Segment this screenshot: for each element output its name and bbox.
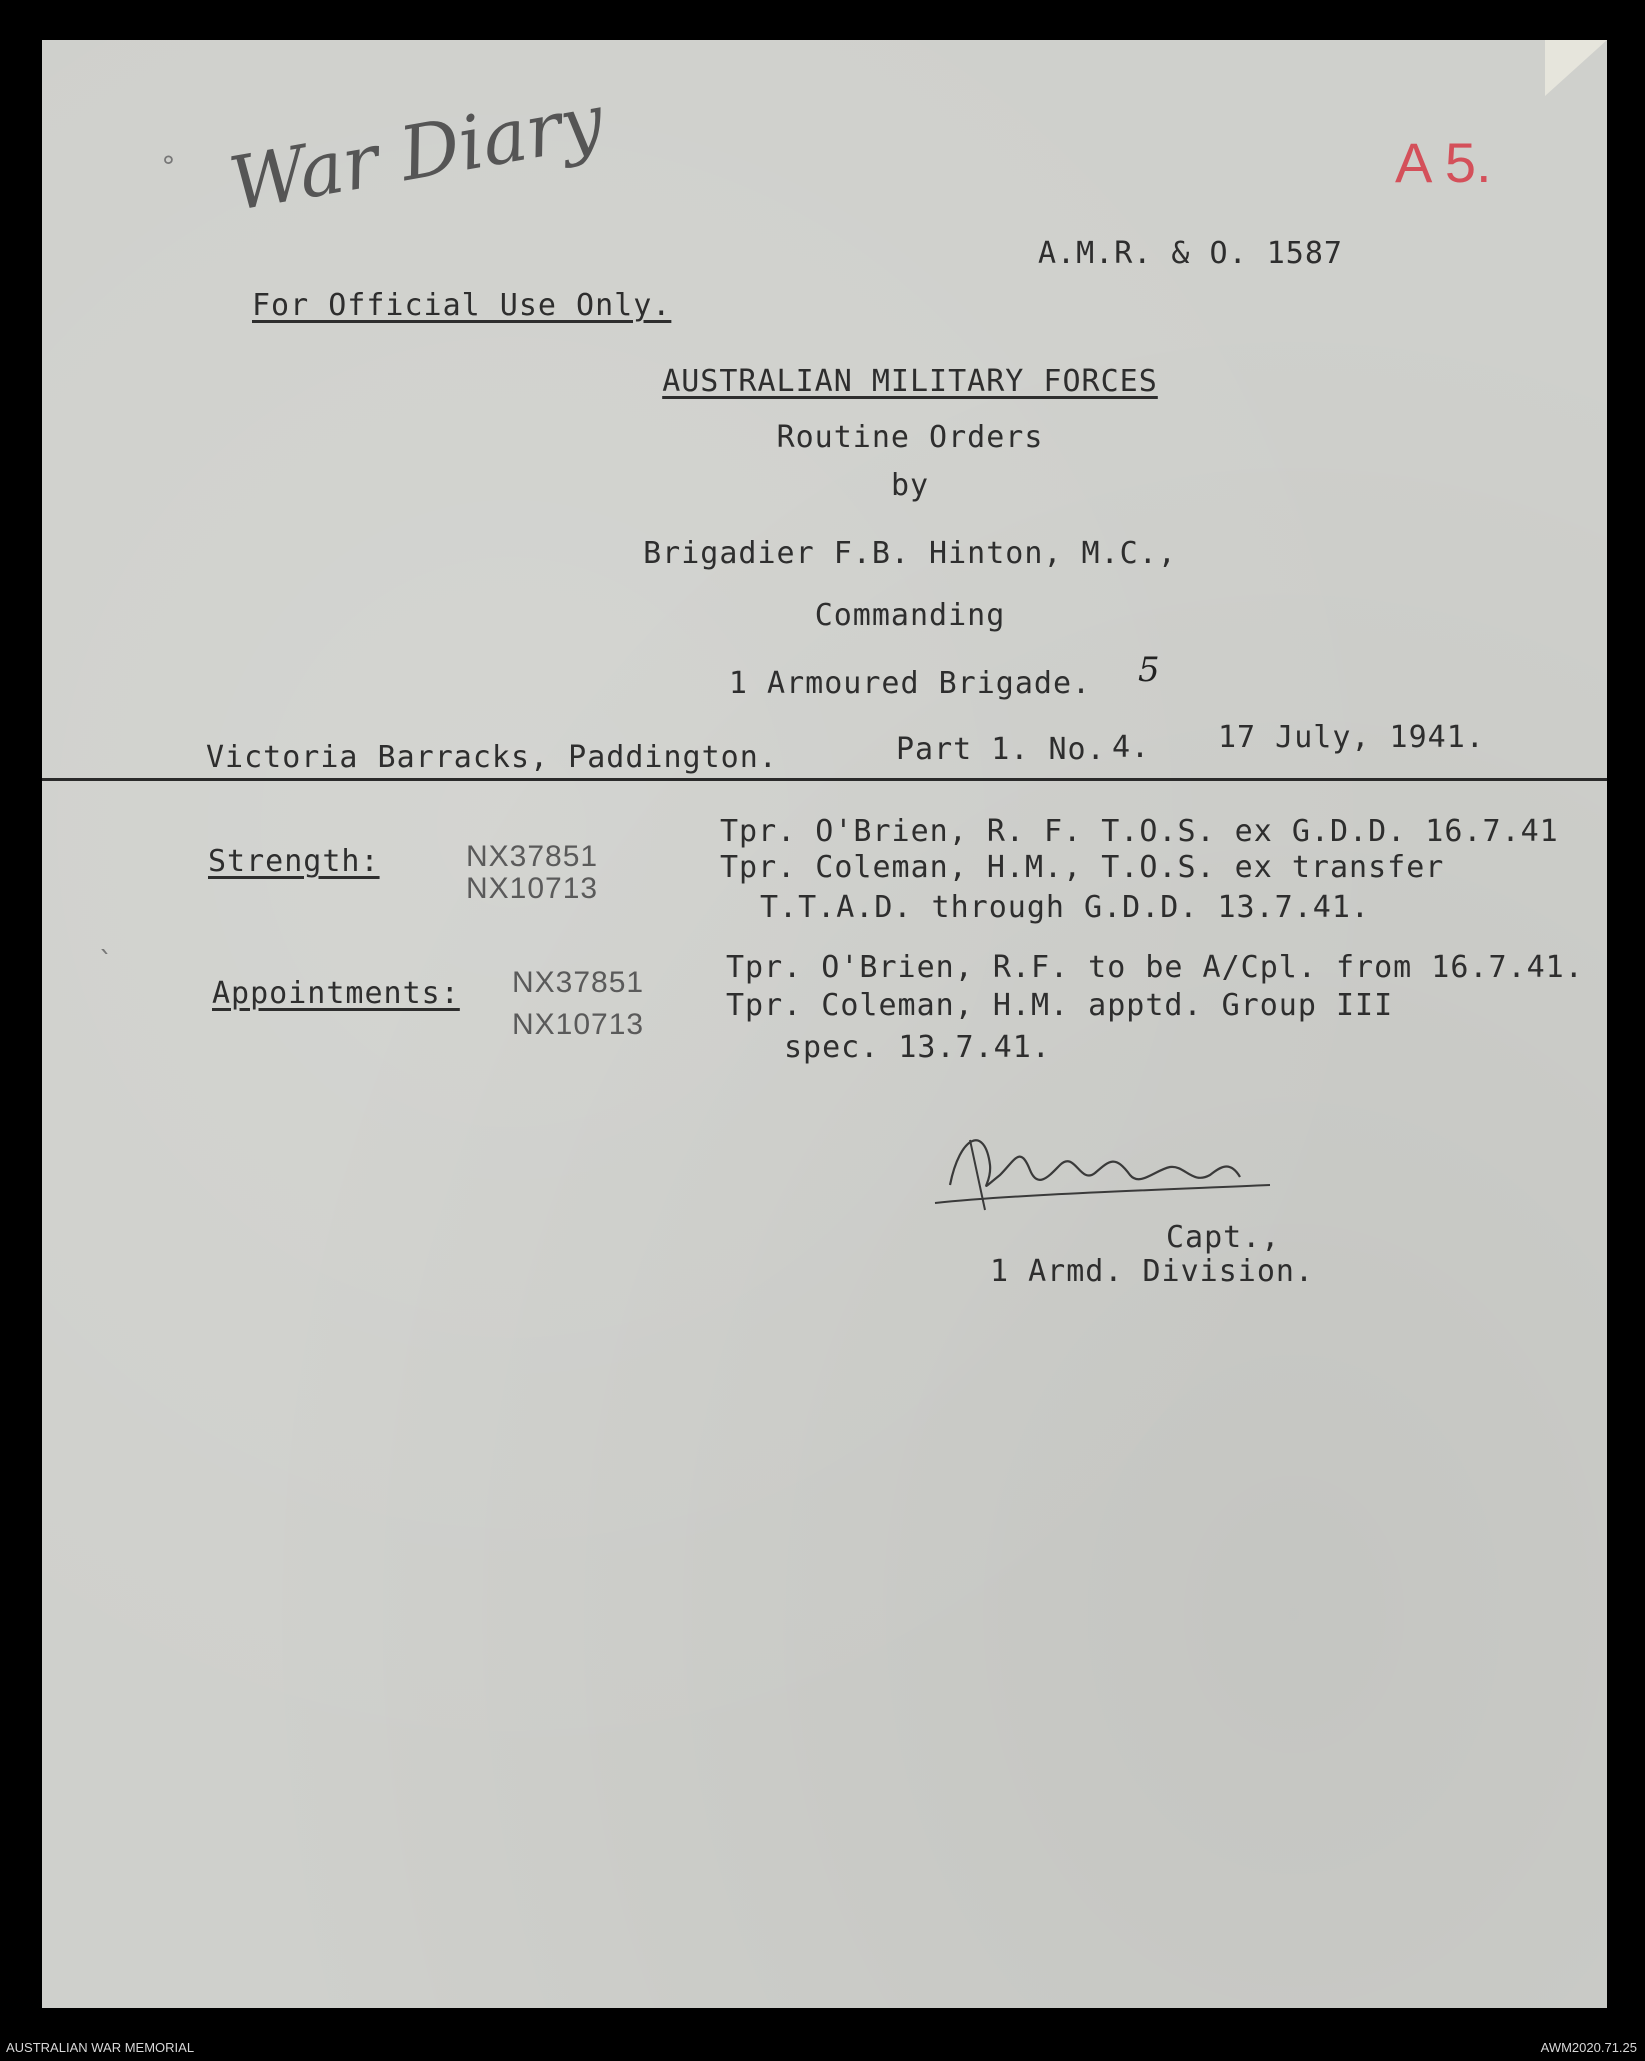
service-number: NX37851 <box>512 966 645 999</box>
dateline-rule <box>42 778 1607 781</box>
folded-corner <box>1545 40 1607 96</box>
signature-scribble <box>930 1115 1290 1225</box>
service-number: NX10713 <box>512 1008 645 1041</box>
pin-hole-icon: ° <box>160 150 177 183</box>
section-label-strength: Strength: <box>208 844 380 879</box>
heading-line: 1 Armoured Brigade. <box>728 666 1092 701</box>
entry-continuation: T.T.A.D. through G.D.D. 13.7.41. <box>760 890 1370 925</box>
section-label-appointments: Appointments: <box>212 976 460 1011</box>
folio-annotation: A 5. <box>1395 131 1492 194</box>
classification: For Official Use Only. <box>252 288 672 323</box>
organisation-heading: AUSTRALIAN MILITARY FORCES <box>662 364 1158 399</box>
reference-number: A.M.R. & O. 1587 <box>1038 236 1343 271</box>
heading-line: by <box>890 468 930 503</box>
heading-line: Brigadier F.B. Hinton, M.C., <box>643 536 1177 571</box>
signatory-rank: Capt., <box>1166 1220 1281 1255</box>
dateline-number: 4. <box>1112 730 1151 765</box>
entry-text: Tpr. Coleman, H.M., T.O.S. ex transfer <box>720 850 1445 885</box>
service-number: NX37851 <box>466 840 599 873</box>
dateline-part: Part 1. No. <box>896 732 1106 767</box>
heading-line: Commanding <box>814 598 1006 633</box>
entry-text: Tpr. O'Brien, R. F. T.O.S. ex G.D.D. 16.7.41 <box>720 814 1559 849</box>
entry-continuation: spec. 13.7.41. <box>784 1030 1051 1065</box>
number-correction-annotation: 5 <box>1138 650 1160 690</box>
pin-hole-icon: ˎ <box>96 920 113 953</box>
war-diary-annotation: War Diary <box>223 77 610 229</box>
dateline-location: Victoria Barracks, Paddington. <box>206 740 778 775</box>
signatory-unit: 1 Armd. Division. <box>990 1254 1315 1289</box>
entry-text: Tpr. O'Brien, R.F. to be A/Cpl. from 16.7.41. <box>726 950 1584 985</box>
service-number: NX10713 <box>466 872 599 905</box>
document-sheet <box>42 40 1607 2008</box>
entry-text: Tpr. Coleman, H.M. apptd. Group III <box>726 988 1394 1023</box>
footer-reference: AWM2020.71.25 <box>1540 2040 1637 2055</box>
heading-line: Routine Orders <box>776 420 1044 455</box>
dateline-date: 17 July, 1941. <box>1218 720 1485 755</box>
footer-source: AUSTRALIAN WAR MEMORIAL <box>6 2040 195 2055</box>
